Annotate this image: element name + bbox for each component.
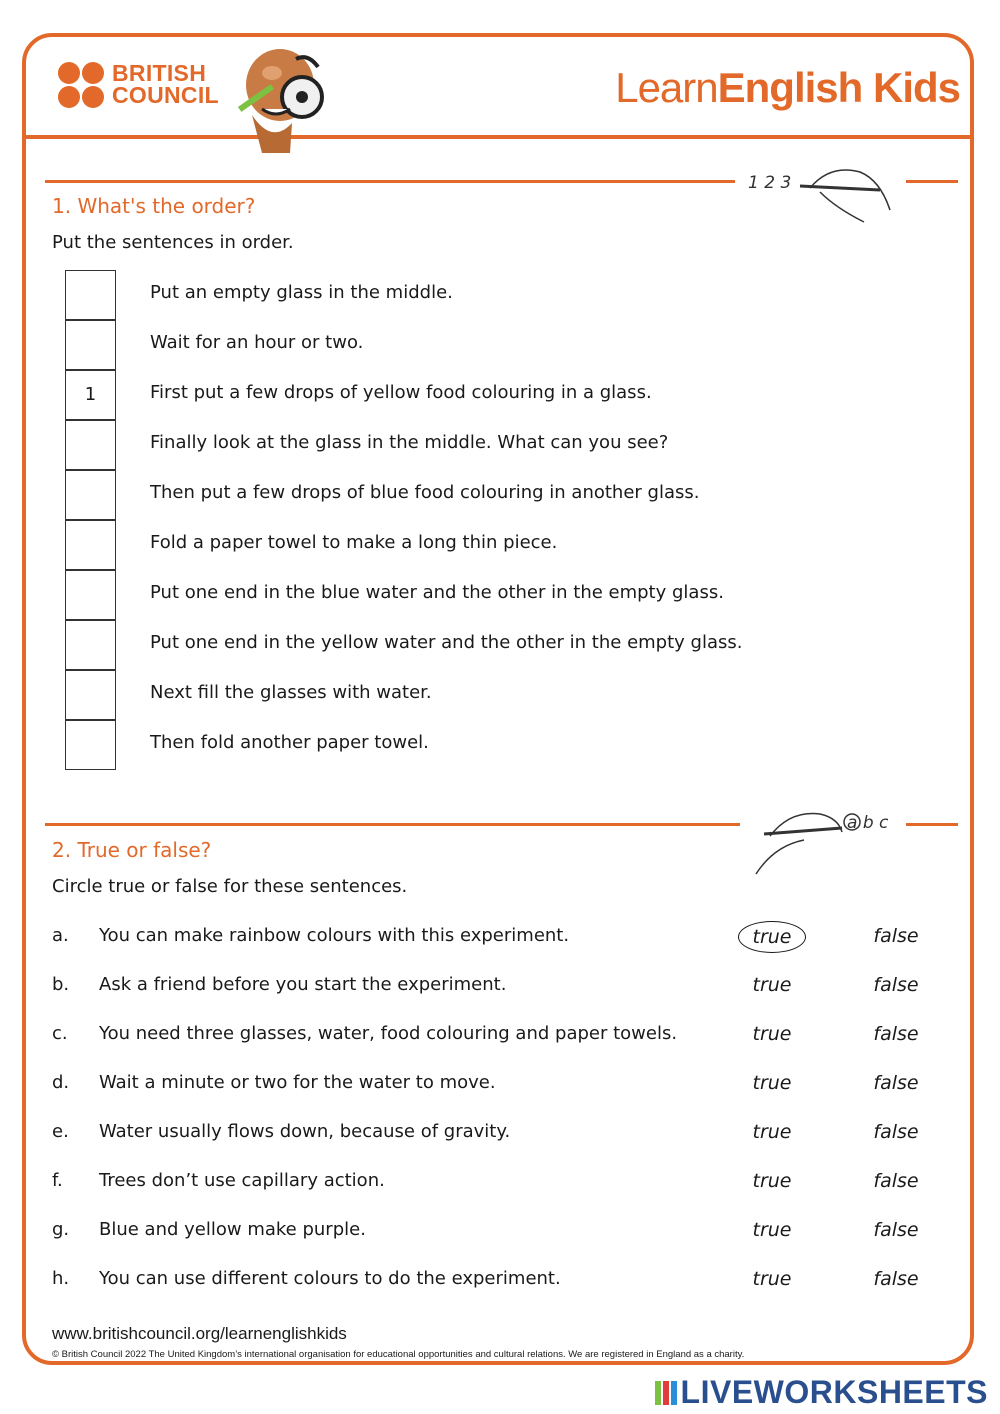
- tf-item-letter: h.: [52, 1268, 70, 1289]
- tf-statement: Blue and yellow make purple.: [99, 1219, 366, 1240]
- tf-item-letter: a.: [52, 925, 69, 946]
- tf-statement: You can make rainbow colours with this experiment.: [99, 925, 570, 946]
- order-sentence: Next fill the glasses with water.: [150, 682, 432, 703]
- svg-text:a b c: a b c: [847, 813, 889, 833]
- order-answer-box[interactable]: [65, 570, 116, 620]
- order-answer-box[interactable]: 1: [65, 370, 116, 420]
- order-answer-box[interactable]: [65, 270, 116, 320]
- section1-instruction: Put the sentences in order.: [52, 232, 294, 253]
- order-answer-box[interactable]: [65, 470, 116, 520]
- british-council-dots-icon: [58, 62, 106, 110]
- section1-divider-right: [906, 180, 958, 183]
- tf-statement: You can use different colours to do the experiment.: [99, 1268, 561, 1289]
- order-sentence: Then fold another paper towel.: [150, 732, 429, 753]
- false-option[interactable]: false: [873, 1268, 919, 1290]
- false-option[interactable]: false: [873, 1121, 919, 1143]
- false-option[interactable]: false: [873, 1170, 919, 1192]
- order-answer-box[interactable]: [65, 620, 116, 670]
- false-option[interactable]: false: [873, 974, 919, 996]
- true-option[interactable]: true: [752, 1121, 792, 1143]
- footer-copyright: © British Council 2022 The United Kingdom’s international organisation for educational opportunities and cultural relations. We are registered in England as a charity.: [52, 1349, 745, 1360]
- order-answer-box[interactable]: [65, 420, 116, 470]
- false-option[interactable]: false: [873, 1072, 919, 1094]
- order-sentence: Put an empty glass in the middle.: [150, 282, 453, 303]
- footer-url[interactable]: www.britishcouncil.org/learnenglishkids: [52, 1324, 347, 1343]
- tf-statement: Water usually flows down, because of gravity.: [99, 1121, 511, 1142]
- tf-statement: Wait a minute or two for the water to move.: [99, 1072, 496, 1093]
- order-sentence: Fold a paper towel to make a long thin piece.: [150, 532, 558, 553]
- tf-item-letter: c.: [52, 1023, 68, 1044]
- tf-item-letter: g.: [52, 1219, 70, 1240]
- section1-title: 1. What's the order?: [52, 194, 256, 218]
- tf-item-letter: b.: [52, 974, 70, 995]
- section2-title: 2. True or false?: [52, 838, 212, 862]
- tf-statement: Trees don’t use capillary action.: [99, 1170, 385, 1191]
- false-option[interactable]: false: [873, 1219, 919, 1241]
- liveworksheets-watermark: [655, 1374, 988, 1411]
- true-option[interactable]: true: [752, 1219, 792, 1241]
- order-answer-box[interactable]: [65, 670, 116, 720]
- true-option[interactable]: true: [752, 1268, 792, 1290]
- order-answer-box[interactable]: [65, 720, 116, 770]
- british-council-wordmark: BRITISH COUNCIL: [112, 60, 219, 108]
- learnenglish-kids-logo: LearnEnglish Kids: [615, 64, 960, 111]
- tf-statement: You need three glasses, water, food colouring and paper towels.: [99, 1023, 678, 1044]
- order-sentence: Then put a few drops of blue food colouring in another glass.: [150, 482, 700, 503]
- section2-divider: [45, 823, 740, 826]
- order-sentence: Wait for an hour or two.: [150, 332, 364, 353]
- header-divider: [22, 135, 974, 139]
- false-option[interactable]: false: [873, 1023, 919, 1045]
- hand-circling-letter-icon: [750, 800, 910, 882]
- tf-item-letter: f.: [52, 1170, 63, 1191]
- section1-divider: [45, 180, 735, 183]
- tf-statement: Ask a friend before you start the experiment.: [99, 974, 507, 995]
- section2-instruction: Circle true or false for these sentences.: [52, 876, 408, 897]
- true-option[interactable]: true: [752, 1170, 792, 1192]
- hand-writing-numbers-icon: [740, 160, 900, 240]
- order-answer-box[interactable]: [65, 320, 116, 370]
- true-option[interactable]: true: [752, 974, 792, 996]
- liveworksheets-icon: [655, 1381, 677, 1405]
- true-option[interactable]: true: [738, 921, 806, 953]
- order-answer-box[interactable]: [65, 520, 116, 570]
- section2-divider-right: [906, 823, 958, 826]
- liveworksheets-text: LIVEWORKSHEETS: [680, 1374, 988, 1410]
- svg-text:1 2 3: 1 2 3: [748, 173, 792, 193]
- true-option[interactable]: true: [752, 1072, 792, 1094]
- true-option[interactable]: true: [752, 1023, 792, 1045]
- false-option[interactable]: false: [873, 925, 919, 947]
- tf-item-letter: e.: [52, 1121, 69, 1142]
- order-sentence: Finally look at the glass in the middle. What can you see?: [150, 432, 669, 453]
- tf-item-letter: d.: [52, 1072, 70, 1093]
- order-sentence: Put one end in the yellow water and the other in the empty glass.: [150, 632, 743, 653]
- mascot-magnifier-icon: [232, 45, 332, 155]
- order-sentence: First put a few drops of yellow food colouring in a glass.: [150, 382, 652, 403]
- order-sentence: Put one end in the blue water and the other in the empty glass.: [150, 582, 724, 603]
